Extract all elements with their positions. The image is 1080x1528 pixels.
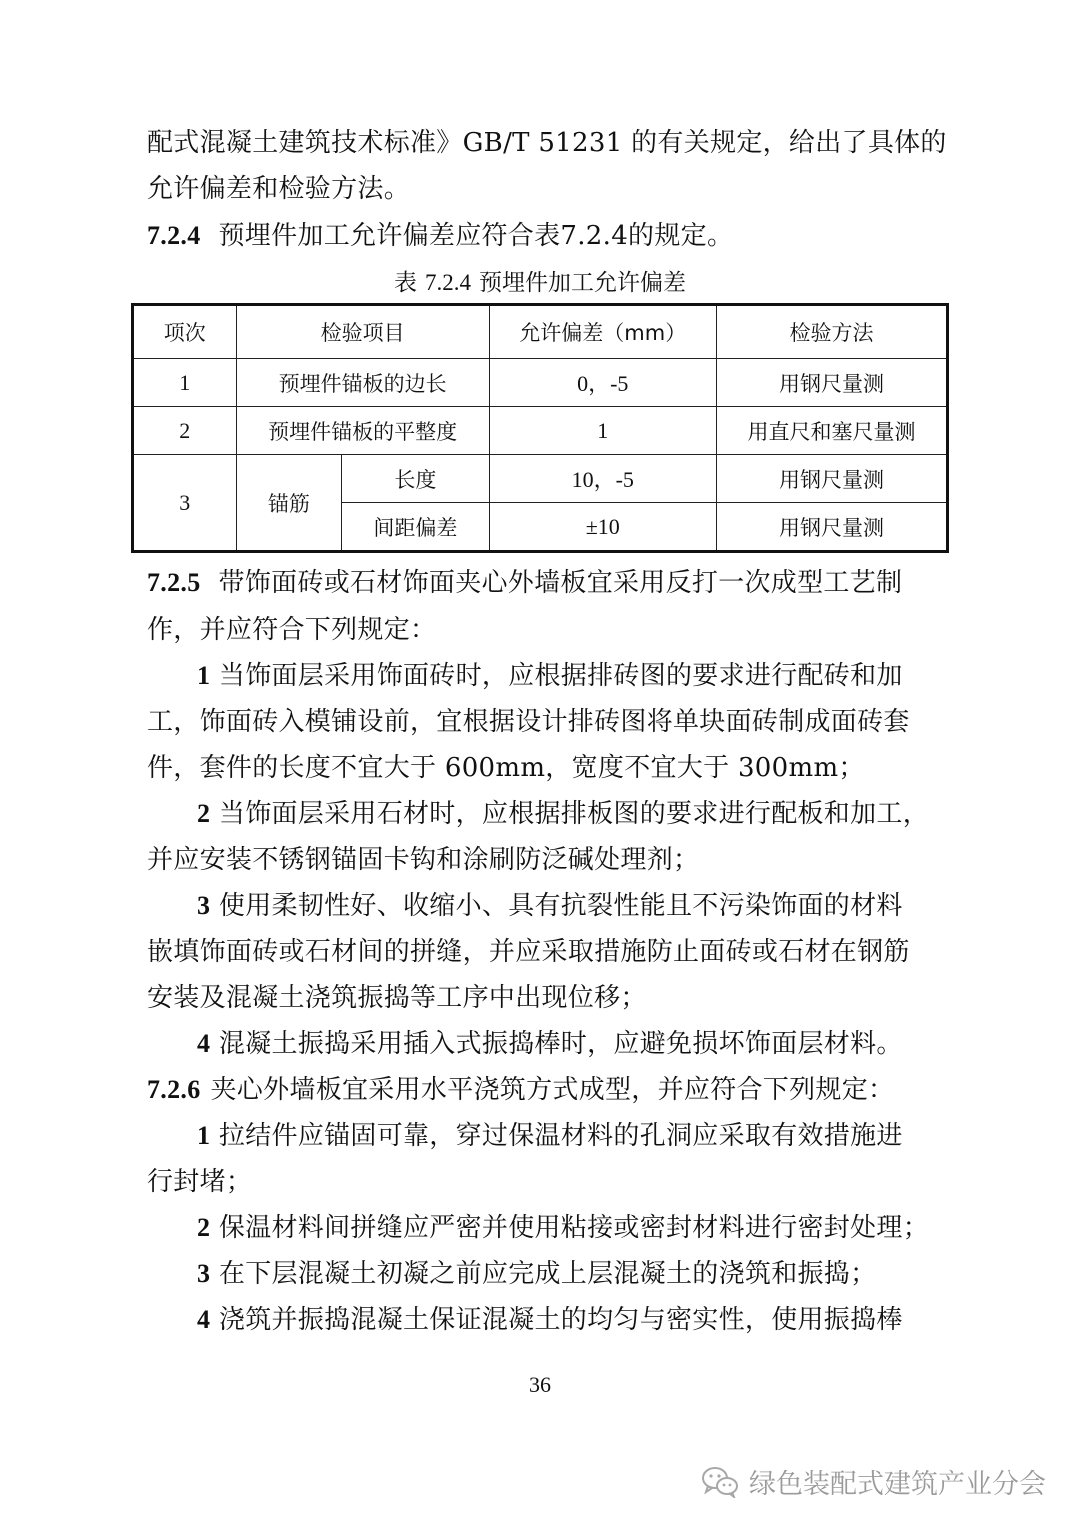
list-item — [197, 797, 937, 831]
cell-subitem: 间距偏差 — [342, 503, 489, 552]
list-item — [197, 1303, 937, 1337]
clause-number: 7.2.4 — [147, 221, 201, 250]
clause-text: 预埋件加工允许偏差应符合表7.2.4的规定。 — [218, 221, 734, 251]
table-row — [133, 359, 948, 407]
table-title — [0, 266, 1080, 300]
clause-number: 7.2.5 — [147, 568, 201, 597]
item-number: 4 — [197, 1305, 211, 1334]
clause-7-2-6 — [147, 1073, 937, 1107]
item-number: 2 — [197, 799, 211, 828]
list-item-cont: 嵌填饰面砖或石材间的拼缝，并应采取措施防止面砖或石材在钢筋 — [147, 937, 910, 967]
list-item — [197, 659, 937, 693]
cell-method: 用钢尺量测 — [716, 359, 947, 407]
item-text: 在下层混凝土初凝之前应完成上层混凝土的浇筑和振捣； — [218, 1259, 877, 1289]
header-cell-method: 检验方法 — [716, 305, 947, 359]
list-item — [197, 1211, 937, 1245]
cell-method: 用钢尺量测 — [716, 503, 947, 552]
watermark-text: 绿色装配式建筑产业分会 — [749, 1469, 1046, 1500]
list-item — [197, 1257, 937, 1291]
table-title-prefix: 表 — [394, 270, 417, 296]
list-item-cont: 并应安装不锈钢锚固卡钩和涂刷防泛碱处理剂； — [147, 845, 700, 875]
list-item-cont: 行封堵； — [147, 1167, 253, 1197]
list-item — [197, 1119, 937, 1153]
list-item-cont: 件，套件的长度不宜大于 600mm，宽度不宜大于 300mm； — [147, 753, 865, 783]
list-item-cont: 工，饰面砖入模铺设前，宜根据设计排砖图将单块面砖制成面砖套 — [147, 707, 910, 737]
cell-no: 3 — [133, 455, 237, 552]
item-number: 3 — [197, 891, 211, 920]
item-number: 3 — [197, 1259, 211, 1288]
list-item-cont: 安装及混凝土浇筑振捣等工序中出现位移； — [147, 983, 647, 1013]
header-cell-item: 检验项目 — [236, 305, 489, 359]
clause-7-2-5-cont: 作，并应符合下列规定： — [147, 615, 437, 645]
header-cell-tolerance: 允许偏差（mm） — [489, 305, 716, 359]
tolerance-table — [131, 303, 949, 553]
clause-7-2-4 — [147, 219, 937, 253]
cell-item: 预埋件锚板的平整度 — [236, 407, 489, 455]
cell-subitem: 长度 — [342, 455, 489, 503]
wechat-icon — [701, 1466, 739, 1498]
clause-7-2-5 — [147, 566, 937, 600]
cell-tolerance: ±10 — [489, 503, 716, 552]
clause-number: 7.2.6 — [147, 1075, 201, 1104]
cell-method: 用钢尺量测 — [716, 455, 947, 503]
item-text: 浇筑并振捣混凝土保证混凝土的均匀与密实性，使用振捣棒 — [218, 1305, 903, 1335]
list-item — [197, 889, 937, 923]
table-row — [133, 407, 948, 455]
intro-line-2: 允许偏差和检验方法。 — [147, 174, 411, 204]
item-number: 1 — [197, 1121, 211, 1150]
page-number: 36 — [529, 1372, 551, 1397]
table-header-row — [133, 305, 948, 359]
cell-tolerance: 10，-5 — [489, 455, 716, 503]
cell-method: 用直尺和塞尺量测 — [716, 407, 947, 455]
clause-text: 夹心外墙板宜采用水平浇筑方式成型，并应符合下列规定： — [210, 1075, 895, 1105]
watermark — [701, 1462, 1046, 1501]
item-text: 拉结件应锚固可靠，穿过保温材料的孔洞应采取有效措施进 — [218, 1121, 903, 1151]
list-item — [197, 1027, 937, 1061]
table-row — [133, 455, 948, 503]
item-text: 当饰面层采用饰面砖时，应根据排砖图的要求进行配砖和加 — [218, 661, 903, 691]
cell-no: 2 — [133, 407, 237, 455]
cell-item: 预埋件锚板的边长 — [236, 359, 489, 407]
header-cell-no: 项次 — [133, 305, 237, 359]
item-number: 2 — [197, 1213, 211, 1242]
item-number: 4 — [197, 1029, 211, 1058]
cell-tolerance: 0，-5 — [489, 359, 716, 407]
item-text: 混凝土振捣采用插入式振捣棒时，应避免损坏饰面层材料。 — [218, 1029, 903, 1059]
item-text: 当饰面层采用石材时，应根据排板图的要求进行配板和加工， — [218, 799, 929, 829]
item-text: 保温材料间拼缝应严密并使用粘接或密封材料进行密封处理； — [218, 1213, 929, 1243]
cell-tolerance: 1 — [489, 407, 716, 455]
item-text: 使用柔韧性好、收缩小、具有抗裂性能且不污染饰面的材料 — [218, 891, 903, 921]
cell-no: 1 — [133, 359, 237, 407]
table-title-number: 7.2.4 — [425, 270, 471, 295]
clause-text: 带饰面砖或石材饰面夹心外墙板宜采用反打一次成型工艺制 — [218, 568, 903, 598]
item-number: 1 — [197, 661, 211, 690]
cell-item: 锚筋 — [236, 455, 342, 552]
table-title-text: 预埋件加工允许偏差 — [479, 270, 686, 296]
intro-line-1: 配式混凝土建筑技术标准》GB/T 51231 的有关规定，给出了具体的 — [147, 128, 947, 158]
